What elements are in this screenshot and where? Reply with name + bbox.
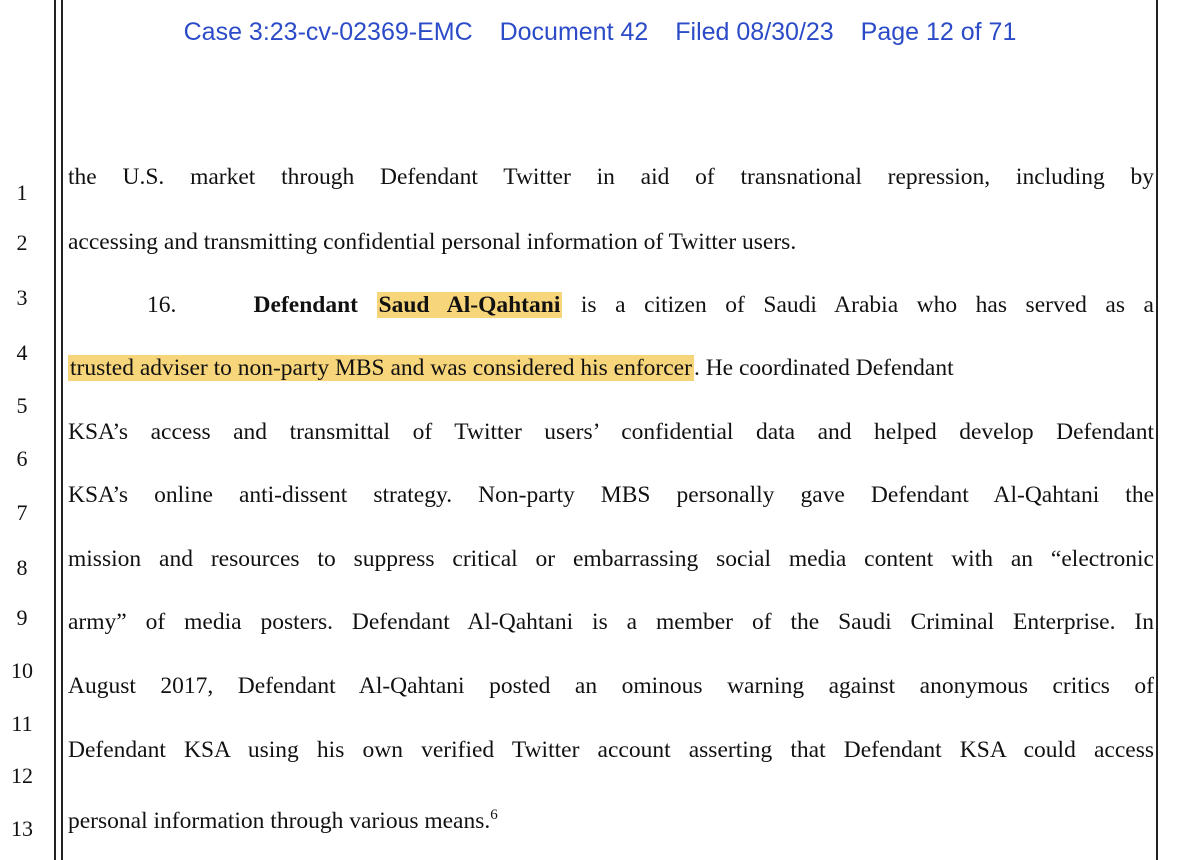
paragraph-16-first-line (68, 290, 1154, 320)
case-number: Case 3:23-cv-02369-EMC (183, 18, 473, 46)
line-number: 3 (16, 285, 28, 310)
body-line: accessing and transmitting confidential personal information of Twitter users. (68, 229, 797, 255)
paragraph-number: 16. (147, 292, 177, 318)
page-indicator: Page 12 of 71 (860, 18, 1017, 46)
footnote-marker[interactable]: 6 (490, 807, 498, 823)
left-margin-rule (54, 0, 56, 860)
line-number: 7 (16, 500, 28, 525)
line-number: 11 (11, 711, 33, 736)
body-text: personal information through various means. (68, 808, 491, 834)
defendant-label: Defendant (253, 292, 358, 318)
right-margin-rule (1156, 0, 1158, 860)
body-text: . He coordinated Defendant (693, 355, 954, 381)
line-number: 8 (16, 555, 28, 580)
body-line: KSA’s access and transmittal of Twitter users’ confidential data and helped develop Defendant (68, 419, 1154, 445)
case-header (0, 18, 1200, 47)
highlighted-defendant-name: Saud Al-Qahtani (378, 292, 561, 318)
line-number: 6 (16, 446, 28, 471)
body-line: the U.S. market through Defendant Twitter in aid of transnational repression, including by (68, 164, 1154, 190)
highlighted-text: trusted adviser to non-party MBS and was considered his enforcer (70, 355, 692, 381)
line-number: 12 (11, 763, 33, 788)
body-line: August 2017, Defendant Al-Qahtani posted an ominous warning against anonymous critics of (68, 673, 1154, 699)
filed-date: Filed 08/30/23 (675, 18, 834, 46)
document-number: Document 42 (499, 18, 649, 46)
line-number: 1 (16, 180, 28, 205)
body-line: mission and resources to suppress critical or embarrassing social media content with an “electronic (68, 546, 1154, 572)
body-text: is a citizen of Saudi Arabia who has served as a (580, 292, 1154, 318)
body-line: Defendant KSA using his own verified Twitter account asserting that Defendant KSA could access (68, 737, 1154, 763)
left-margin-rule-inner (61, 0, 63, 860)
line-number: 4 (16, 340, 28, 365)
line-number: 13 (11, 816, 33, 841)
line-number: 2 (16, 230, 28, 255)
body-line: KSA’s online anti-dissent strategy. Non-party MBS personally gave Defendant Al-Qahtani the (68, 482, 1154, 508)
body-line (68, 353, 1154, 383)
line-number: 5 (16, 393, 28, 418)
highlighted-text-group (68, 353, 954, 383)
body-line (68, 800, 1154, 836)
line-number: 10 (11, 658, 33, 683)
body-line: army” of media posters. Defendant Al-Qahtani is a member of the Saudi Criminal Enterprise. In (68, 609, 1154, 635)
line-number: 9 (16, 605, 28, 630)
